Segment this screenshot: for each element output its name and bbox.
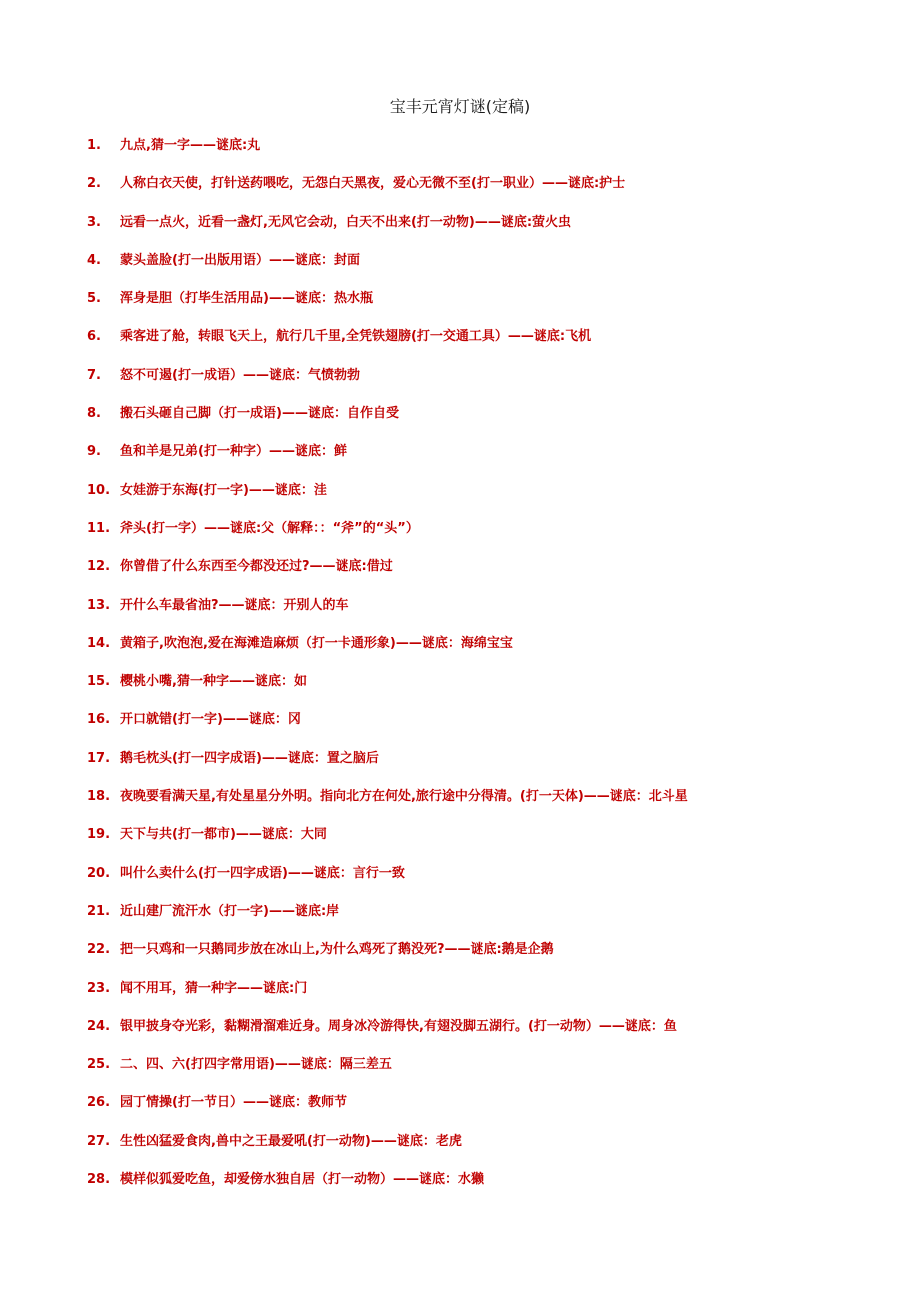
riddle-text: 银甲披身夺光彩，黏糊滑溜难近身。周身冰冷游得快,有翅没脚五湖行。(打一动物）——谜底：鱼 xyxy=(120,1018,677,1034)
riddle-number: 18. xyxy=(87,789,111,805)
riddle-item xyxy=(87,749,887,787)
riddle-number: 16. xyxy=(87,712,111,728)
riddle-item xyxy=(87,1170,887,1208)
riddle-item xyxy=(87,213,887,251)
riddle-text: 乘客进了舱，转眼飞天上，航行几千里,全凭铁翅膀(打一交通工具）——谜底:飞机 xyxy=(120,329,592,345)
riddle-item xyxy=(87,634,887,672)
riddle-text: 把一只鸡和一只鹅同步放在冰山上,为什么鸡死了鹅没死?——谜底:鹅是企鹅 xyxy=(120,942,554,958)
riddle-item xyxy=(87,940,887,978)
riddle-text: 开什么车最省油?——谜底：开别人的车 xyxy=(120,597,349,613)
riddle-text: 开口就错(打一字)——谜底：冈 xyxy=(120,712,301,728)
riddle-number: 7. xyxy=(87,367,101,383)
riddle-item xyxy=(87,1055,887,1093)
riddle-text: 樱桃小嘴,猜一种字——谜底：如 xyxy=(120,674,307,690)
riddle-number: 2. xyxy=(87,176,101,192)
riddle-item xyxy=(87,979,887,1017)
riddle-item xyxy=(87,1017,887,1055)
riddle-number: 25. xyxy=(87,1057,111,1073)
riddle-text: 叫什么卖什么(打一四字成语)——谜底：言行一致 xyxy=(120,865,405,881)
riddle-item xyxy=(87,251,887,289)
riddle-text: 搬石头砸自己脚（打一成语)——谜底：自作自受 xyxy=(120,406,399,422)
riddle-text: 女娃游于东海(打一字)——谜底：洼 xyxy=(120,482,327,498)
riddle-item xyxy=(87,442,887,480)
riddle-text: 斧头(打一字）——谜底:父（解释：：“斧”的“头”） xyxy=(120,520,419,536)
riddle-number: 17. xyxy=(87,750,111,766)
riddle-text: 闻不用耳，猜一种字——谜底:门 xyxy=(120,980,308,996)
riddle-number: 22. xyxy=(87,942,111,958)
riddle-text: 生性凶猛爱食肉,兽中之王最爱吼(打一动物)——谜底：老虎 xyxy=(120,1133,462,1149)
riddle-item xyxy=(87,710,887,748)
riddle-item xyxy=(87,327,887,365)
riddle-number: 21. xyxy=(87,903,111,919)
riddle-number: 14. xyxy=(87,635,111,651)
riddle-item xyxy=(87,902,887,940)
riddle-number: 23. xyxy=(87,980,111,996)
riddle-text: 远看一点火，近看一盏灯,无风它会动，白天不出来(打一动物)——谜底:萤火虫 xyxy=(120,214,572,230)
riddle-text: 九点,猜一字——谜底:丸 xyxy=(120,138,261,153)
riddle-number: 28. xyxy=(87,1172,111,1188)
riddle-number: 27. xyxy=(87,1133,111,1149)
document-title: 宝丰元宵灯谜(定稿) xyxy=(389,97,531,116)
riddle-item xyxy=(87,1093,887,1131)
riddle-number: 6. xyxy=(87,329,101,345)
riddle-number: 8. xyxy=(87,406,101,422)
riddle-item xyxy=(87,136,887,174)
riddle-text: 鹅毛枕头(打一四字成语)——谜底：置之脑后 xyxy=(120,750,379,766)
riddle-text: 夜晚要看满天星,有处星星分外明。指向北方在何处,旅行途中分得清。(打一天体)——谜底：北斗星 xyxy=(120,789,688,805)
riddle-text: 鱼和羊是兄弟(打一种字）——谜底：鲜 xyxy=(120,444,347,460)
riddle-item xyxy=(87,864,887,902)
riddle-number: 11. xyxy=(87,520,111,536)
riddle-text: 天下与共(打一都市)——谜底：大同 xyxy=(120,827,327,843)
riddle-number: 26. xyxy=(87,1095,111,1111)
riddle-item xyxy=(87,289,887,327)
riddle-item xyxy=(87,596,887,634)
riddle-number: 13. xyxy=(87,597,111,613)
riddle-number: 20. xyxy=(87,865,111,881)
riddle-text: 二、四、六(打四字常用语)——谜底：隔三差五 xyxy=(120,1057,392,1073)
riddle-number: 19. xyxy=(87,827,111,843)
riddle-text: 蒙头盖脸(打一出版用语）——谜底：封面 xyxy=(120,252,360,268)
riddle-number: 5. xyxy=(87,291,101,307)
riddle-item xyxy=(87,366,887,404)
riddle-number: 15. xyxy=(87,674,111,690)
riddle-number: 1. xyxy=(87,138,101,153)
riddle-item xyxy=(87,404,887,442)
riddle-number: 3. xyxy=(87,214,101,230)
riddle-item xyxy=(87,787,887,825)
riddle-text: 你曾借了什么东西至今都没还过?——谜底:借过 xyxy=(120,559,393,575)
riddle-number: 10. xyxy=(87,482,111,498)
riddle-number: 9. xyxy=(87,444,101,460)
riddle-text: 浑身是胆（打毕生活用品)——谜底：热水瓶 xyxy=(120,291,373,307)
riddle-item xyxy=(87,672,887,710)
riddle-number: 4. xyxy=(87,252,101,268)
riddle-item xyxy=(87,174,887,212)
riddle-text: 园丁情操(打一节日）——谜底：教师节 xyxy=(120,1095,347,1111)
riddle-item xyxy=(87,825,887,863)
riddle-list xyxy=(87,136,887,1208)
riddle-number: 24. xyxy=(87,1018,111,1034)
riddle-item xyxy=(87,519,887,557)
riddle-number: 12. xyxy=(87,559,111,575)
riddle-text: 黄箱子,吹泡泡,爱在海滩造麻烦（打一卡通形象)——谜底：海绵宝宝 xyxy=(120,635,513,651)
riddle-text: 怒不可遏(打一成语）——谜底：气愤勃勃 xyxy=(120,367,360,383)
riddle-text: 模样似狐爱吃鱼，却爱傍水独自居（打一动物）——谜底：水獭 xyxy=(120,1172,485,1188)
riddle-text: 人称白衣天使，打针送药喂吃，无怨白天黑夜，爱心无微不至(打一职业）——谜底:护士 xyxy=(120,176,626,192)
riddle-item xyxy=(87,1132,887,1170)
riddle-item xyxy=(87,557,887,595)
riddle-text: 近山建厂流汗水（打一字)——谜底:岸 xyxy=(120,903,340,919)
riddle-item xyxy=(87,481,887,519)
